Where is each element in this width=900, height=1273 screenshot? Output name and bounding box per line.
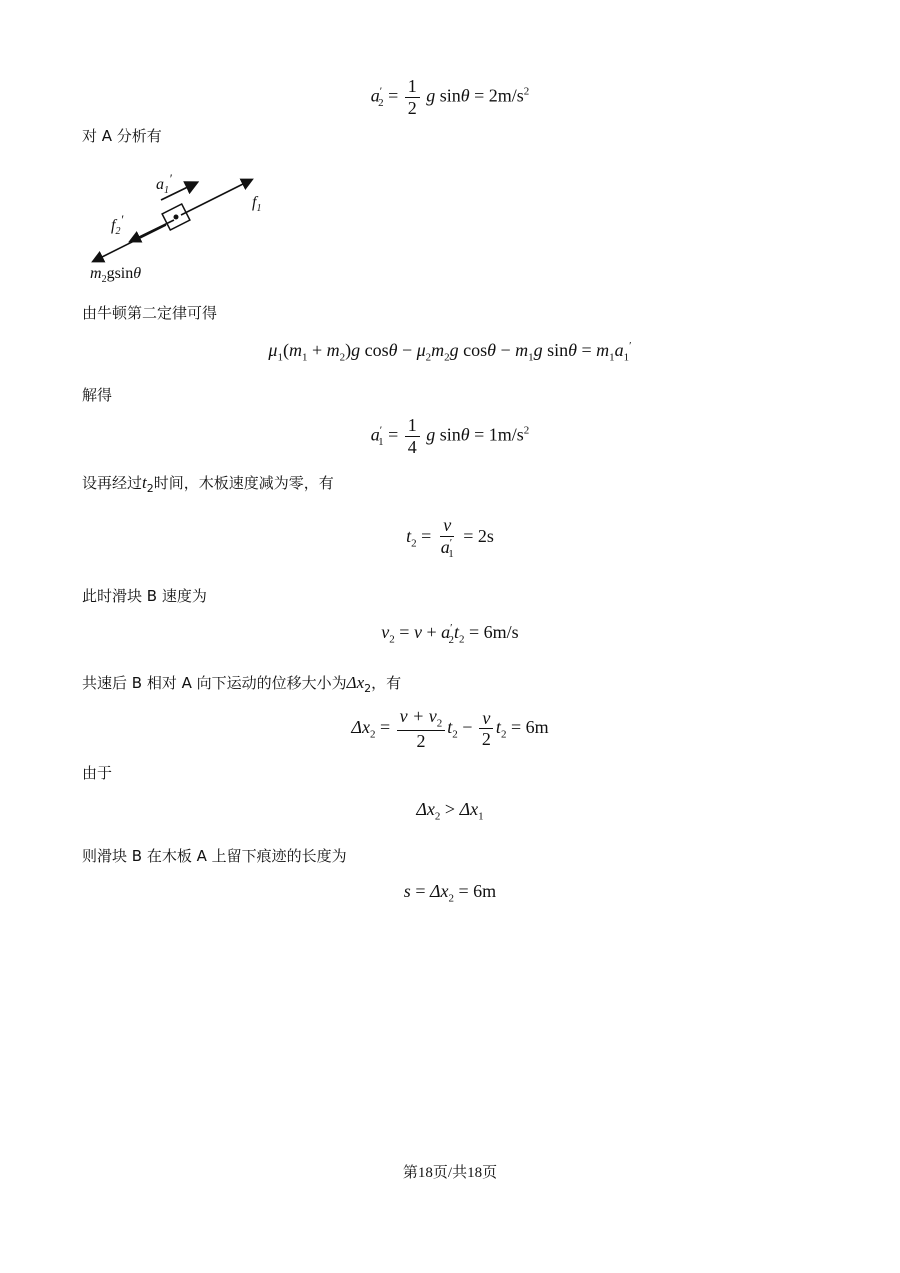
- svg-text:m2gsinθ: [90, 265, 141, 285]
- equation-v2: $v_2 = v + a'_2t_2 = 6m/s$: [381, 622, 519, 646]
- weight-sub: 2: [101, 274, 107, 285]
- equation-dx2: $\Delta x_2$ = $\frac{v + v_2}{2}$ $t_2$ − $\frac{v}{2}$ $t_2 = 6m$: [351, 706, 549, 752]
- weight-rest: gsin: [106, 265, 134, 282]
- fraction: $\frac{v}{a'_1}$: [440, 515, 454, 561]
- equation-compare: $\Delta x_2 > \Delta x_1$: [416, 799, 484, 823]
- weight-arrow: [94, 225, 166, 261]
- text-trace-length: 则滑块 B 在木板 A 上留下痕迹的长度为: [82, 847, 347, 865]
- a1-label: a: [156, 176, 164, 193]
- f2-label: f: [111, 217, 116, 234]
- equation-newton: $\mu_1(m_1 + m_2)g$ $\cos\theta - \mu_2m_2g$ $\cos\theta - m_1g$ $\sin\theta = m_1a_1'$: [268, 340, 632, 364]
- a1-sub: 1: [164, 185, 169, 196]
- equation-a2-prime: $a'_2$ = $\frac{1}{2}$ g $\sin\theta = 2m/s^2$: [370, 76, 530, 118]
- fraction: $\frac{1}{2}$: [405, 76, 420, 118]
- svg-text:f2′: [111, 212, 123, 237]
- f1-label: f: [252, 194, 257, 211]
- text-time-t2: 设再经过$t_2$时间，木板速度减为零，有: [82, 473, 334, 495]
- f2-prime: ′: [120, 212, 124, 227]
- svg-text:a1′: [156, 171, 172, 196]
- weight-theta: θ: [133, 265, 142, 282]
- equation-a1-prime: $a'_1$ = $\frac{1}{4}$ g $\sin\theta = 1m/s^2$: [370, 415, 530, 457]
- fraction: $\frac{1}{4}$: [405, 415, 420, 457]
- text-solve: 解得: [82, 386, 113, 404]
- a1-prime: ′: [169, 171, 172, 186]
- svg-text:f1: [252, 194, 261, 214]
- text-analysis-a: 对 A 分析有: [82, 127, 162, 145]
- fraction: $\frac{v}{2}$: [479, 708, 494, 750]
- block-center-dot: [174, 215, 179, 220]
- text-velocity-b: 此时滑块 B 速度为: [82, 587, 207, 605]
- text-newton-law: 由牛顿第二定律可得: [82, 304, 218, 322]
- weight-m: m: [90, 265, 102, 282]
- equation-t2: $t_2$ = $\frac{v}{a'_1}$ = 2s: [406, 515, 494, 561]
- force-diagram: [86, 165, 276, 285]
- text-because: 由于: [82, 764, 113, 782]
- equation-s: $s = \Delta x_2 = 6m$: [403, 881, 497, 905]
- page-footer: 第18页/共18页: [402, 1165, 498, 1181]
- text-relative-displacement: 共速后 B 相对 A 向下运动的位移大小为$\Delta x_2$，有: [82, 673, 402, 695]
- fraction: $\frac{v + v_2}{2}$: [397, 706, 446, 752]
- f1-sub: 1: [256, 203, 262, 214]
- f2-sub: 2: [115, 226, 121, 237]
